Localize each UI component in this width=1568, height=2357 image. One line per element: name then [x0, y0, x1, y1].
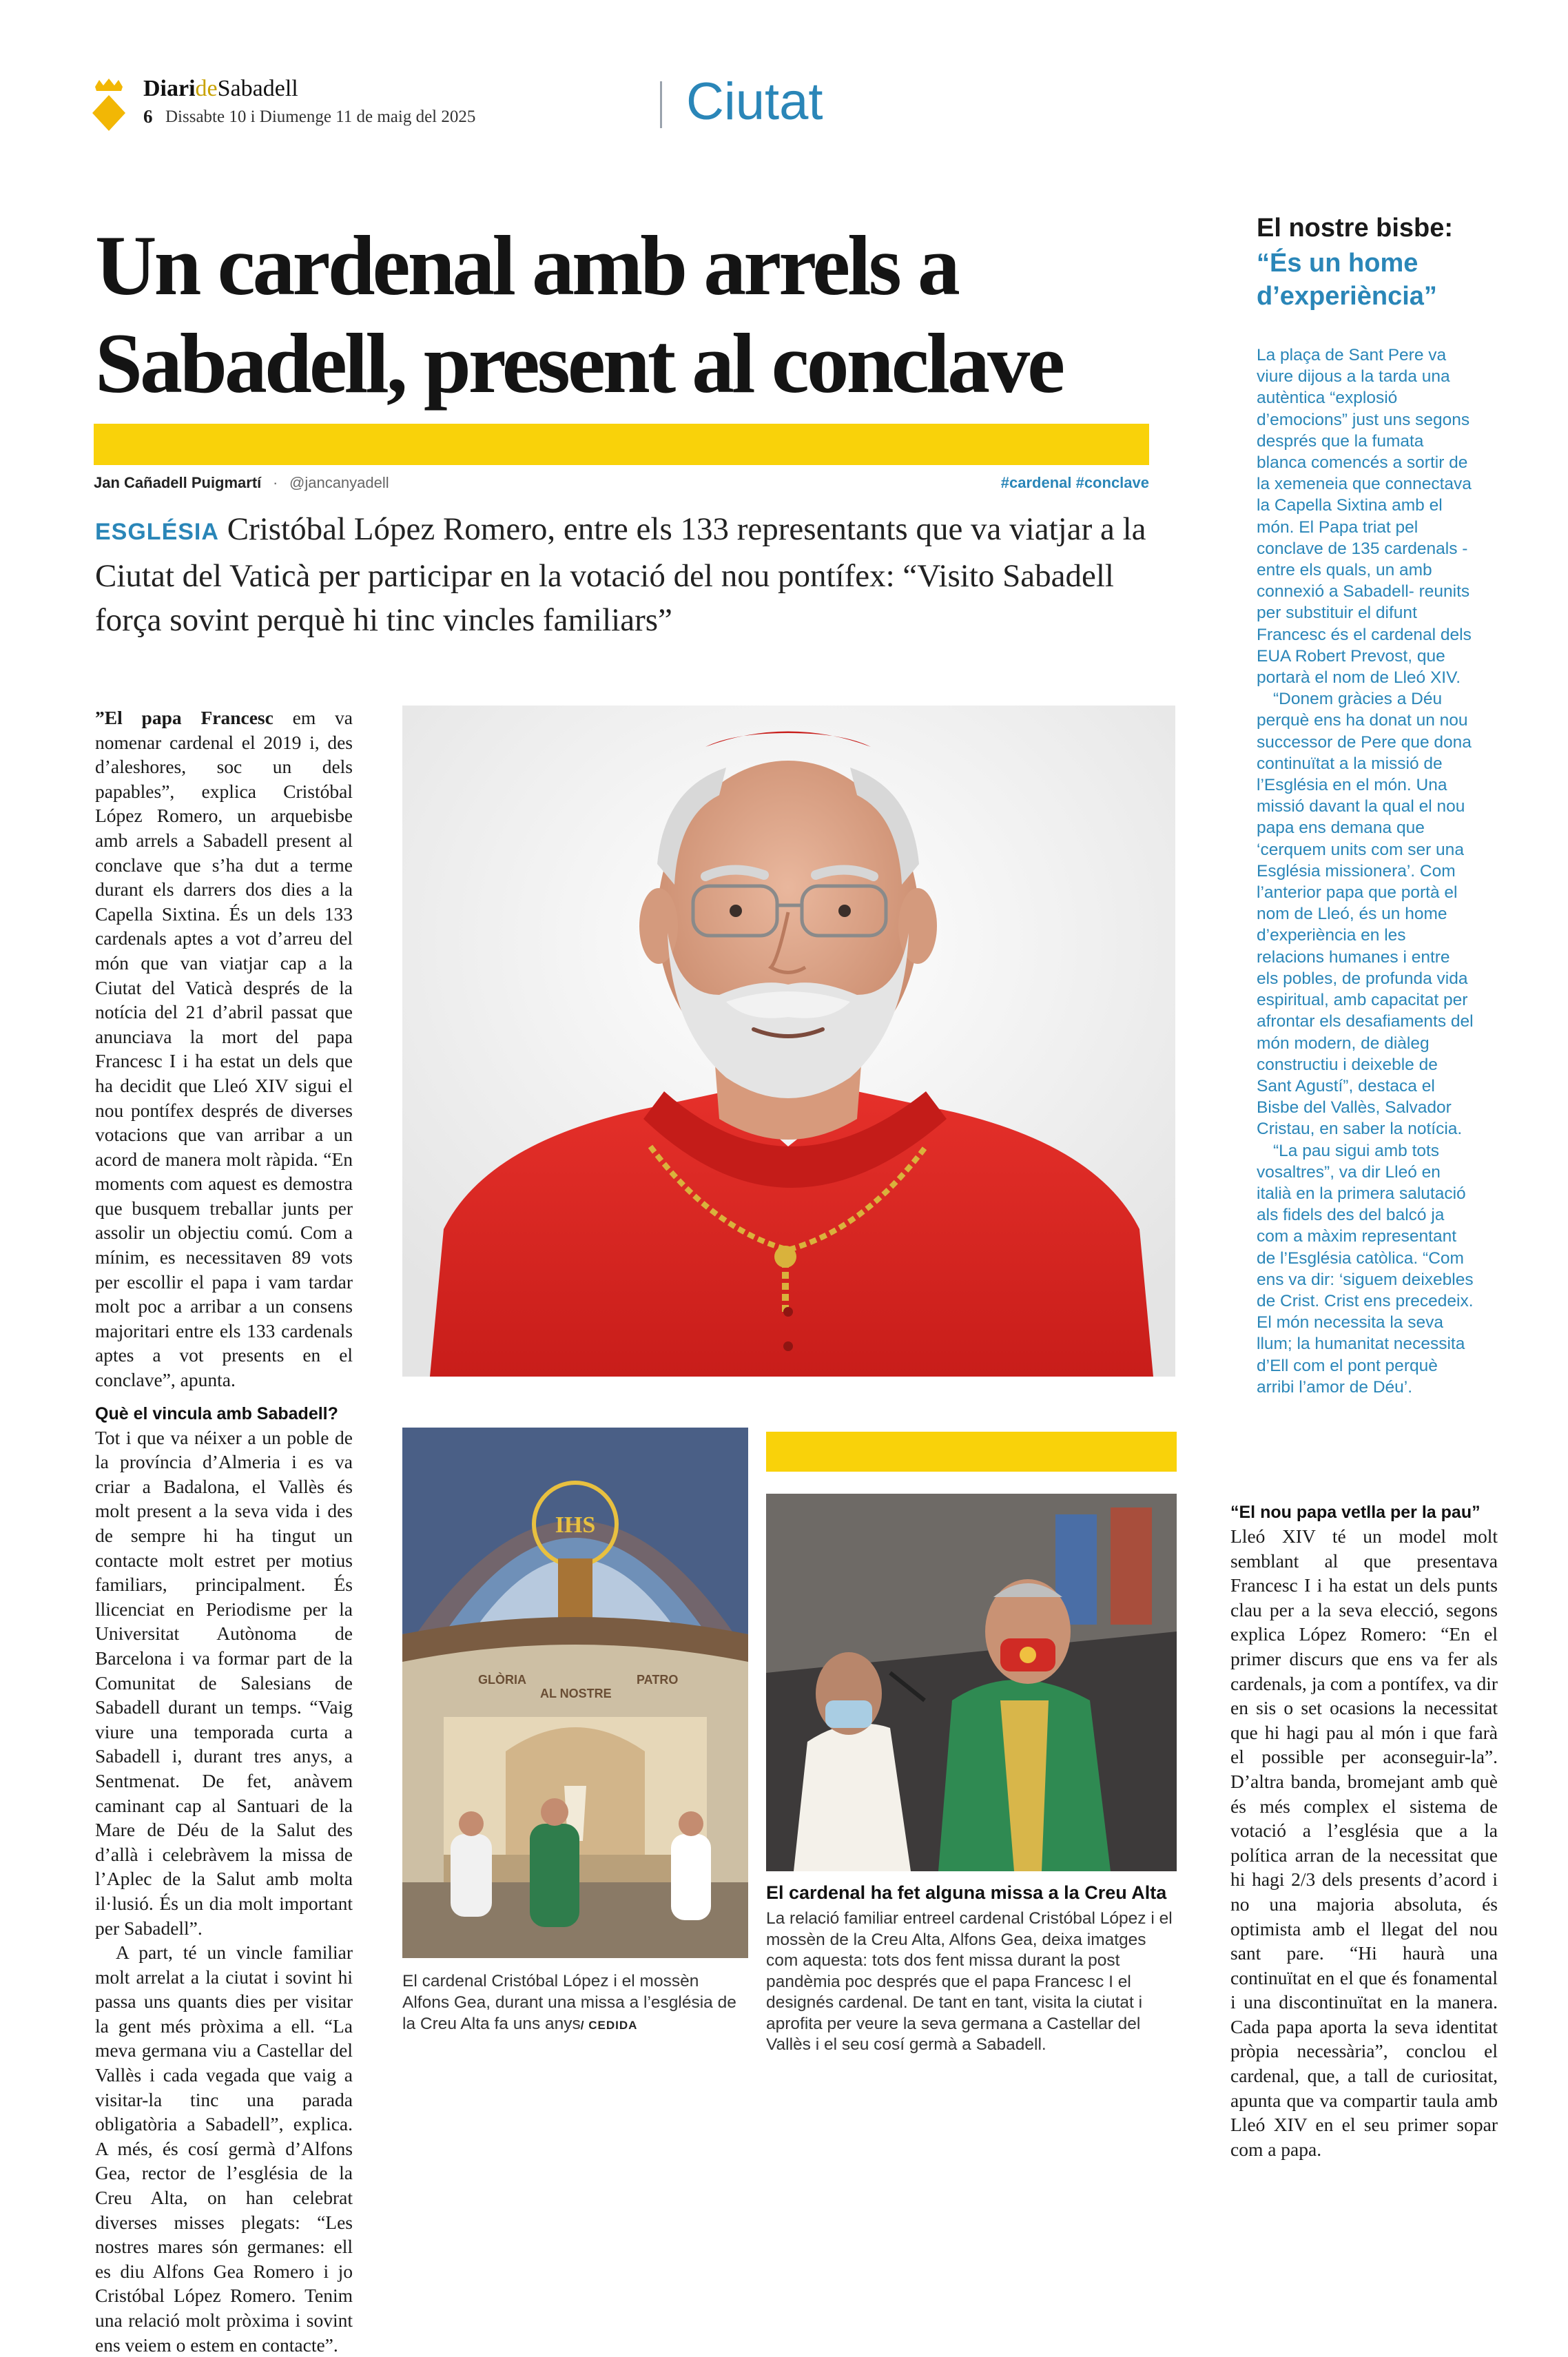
section-divider: [660, 81, 662, 128]
dome-monogram: IHS: [555, 1512, 596, 1538]
article-headline: Un cardenal amb arrels a Sabadell, present al conclave: [95, 218, 1063, 411]
lede-text: Cristóbal López Romero, entre els 133 representants que va viatjar a la Ciutat del Vaticà per participar en la votació del nou pontífex: “Visito Sabadell força sovint perquè hi tinc vincles familiars”: [95, 511, 1146, 638]
photo-credit: / CEDIDA: [580, 2019, 638, 2032]
byline-separator: ·: [273, 474, 278, 491]
mass-photo-caption: La relació familiar entreel cardenal Cristóbal López i el mossèn de la Creu Alta, Alfons Gea, deixa imatges com aquesta: tots dos fent missa durant la post pandèmia poc després que el papa Francesc I el designés cardenal. De tant en tant, visita la ciutat i aprofita per veure la seva germana a Castellar del Vallès i el seu cosí germà a Sabadell.: [766, 1909, 1173, 2054]
page-number: 6: [143, 106, 153, 127]
body-lead-in: ”El papa Francesc: [95, 707, 274, 728]
author-handle[interactable]: @jancanyadell: [289, 474, 389, 491]
church-interior-photo: [402, 1428, 748, 1958]
body-paragraph: Tot i que va néixer a un poble de la província d’Almeria i es va criar a Badalona, el Vallès és molt present a la seva vida i des de sempre hi ha tingut un contacte molt estret per motius familiars, principalment. És llicenciat en Periodisme per la Universitat Autònoma de Barcelona i va formar part de la Comunitat de Salesians de Sabadell durant un temps. “Vaig viure una temporada curta a Sabadell i, durant tres anys, a Sentmenat. De fet, anàvem caminant cap al Santuari de la Mare de Déu de la Salut des d’allà i celebràvem la missa de l’Aplec de la Salut amb molta il·lusió. És un dia molt important per Sabadell”.: [95, 1426, 353, 1939]
sidebar-paragraph: “Donem gràcies a Déu perquè ens ha donat un nou successor de Pere que dona continuïtat a la missió de l’Església en el món. Una missió davant la qual el nou papa ens demana que ‘cerquem units com ser una Església missionera’. Com l’anterior papa que portà el nom de Lleó, és un home d’experiència en les relacions humanes i entre els pobles, de profunda vida espiritual, amb capacitat per afrontar els desafiaments del món modern, de diàleg constructiu i deixeble de Sant Agustí”, destaca el Bisbe del Vallès, Salvador Cristau, en saber la notícia.: [1257, 690, 1474, 1139]
sidebar-paragraph: “La pau sigui amb tots vosaltres”, va dir Lleó en italià en la primera salutació als fidels des del balcó ja com a màxim representant de l’Església catòlica. “Com ens va dir: ‘siguem deixebles de Crist. Crist ens precedeix. El món necessita la seva llum; la humanitat necessita d’Ell com el pont perquè arribi l’amor de Déu’.: [1257, 1141, 1474, 1397]
sidebar-heading: El nostre bisbe:: [1257, 214, 1454, 243]
body-paragraph: em va nomenar cardenal el 2019 i, des d’aleshores, soc un dels papables”, explica Cristóbal López Romero, un arquebisbe amb arrels a Sabadell present al conclave que s’ha dut a terme durant els darrers dos dies a la Capella Sixtina. És un dels 133 cardenals aptes a vot d’arreu del món que van viatjar cap a la Ciutat del Vaticà després de la notícia del 21 d’abril passat que anunciava la mort del papa Francesc I i ha estat un dels que ha decidit que Lleó XIV sigui el nou pontífex després de diverses votacions que van arribar a un acord de manera molt ràpida. “En moments com aquest es demostra que busquem treballar junts per assolir un objectiu comú. Com a mínim, es necessitaven 89 vots per escollir el papa i vam tardar molt poc a arribar a un consens majoritari entre els 133 cardenals aptes a vot presents en el conclave”, apunta.: [95, 707, 353, 1391]
mass-photo-title: El cardenal ha fet alguna missa a la Creu Alta: [766, 1882, 1167, 1903]
sidebar-quote-heading: “És un home d’experiència”: [1257, 249, 1437, 311]
mass-photo: [766, 1494, 1177, 1871]
photo-highlight-bar: [766, 1432, 1177, 1472]
church-interior-illustration: [402, 1428, 748, 1958]
sidebar-body: [1257, 344, 1476, 1398]
banner-text-1: GLÒRIA: [478, 1673, 526, 1687]
body-paragraph: Lleó XIV té un model molt semblant al que presentava Francesc I i ha estat un dels punts clau per a la seva elecció, segons explica López Romero: “En el primer discurs que ens va fer als cardenals, ja com a pontífex, va dir en sis o set ocasions la necessitat que hi hagi pau al món i que farà el possible per aconseguir-la”. D’altra banda, bromejant amb què és més complex el sistema de votació a l’església que a la política arran de la necessitat que hi hagi 2/3 dels presents d’acord i no una majoria absoluta, és optimista amb el llegat del nou sant pare. “Hi haurà una continuïtat en el que és fonamental i una discontinuïtat en la manera. Cada papa aporta la seva identitat pròpia necessària”, conclou el cardenal, que, a tall de curiositat, apunta que va compartir taula amb Lleó XIV en el seu primer sopar com a papa.: [1230, 1525, 1498, 2160]
church-photo-caption: El cardenal Cristóbal López i el mossèn Alfons Gea, durant una missa a l’església de la Creu Alta fa uns anys/ CEDIDA: [402, 1972, 736, 2033]
section-title: Ciutat: [686, 72, 823, 131]
mass-illustration: [766, 1494, 1177, 1871]
body-paragraph: A part, té un vincle familiar molt arrelat a la ciutat i sovint hi passa uns quants dies per visitar la gent més pròxima a ell. “La meva germana viu a Castellar del Vallès i cada vegada que vaig a visitar-la tinc una parada obligatòria a Sabadell”, explica. A més, és cosí germà d’Alfons Gea, rector de l’església de la Creu Alta, on han celebrat diverses misses plegats: “Les nostres mares són germanes: ell es diu Alfons Gea Romero i jo Cristóbal López Romero. Tenim una relació molt pròxima i sovint ens veiem o estem en contacte”.: [95, 1942, 353, 2356]
author-name: Jan Cañadell Puigmartí: [94, 474, 262, 491]
publication-name: DiarideSabadell: [143, 76, 298, 101]
cardinal-portrait-photo: [402, 706, 1175, 1377]
issue-date: Dissabte 10 i Diumenge 11 de maig del 2025: [165, 107, 476, 126]
body-subhead: Què el vincula amb Sabadell?: [95, 1403, 338, 1423]
article-lede: [95, 507, 1149, 642]
body-column-right: [1230, 1501, 1498, 2161]
banner-text-3: PATRO: [637, 1673, 679, 1687]
cardinal-portrait-illustration: [402, 706, 1175, 1377]
crest-logo-icon: [90, 77, 128, 132]
headline-highlight-bar: [94, 424, 1149, 465]
body-column-left: [95, 706, 353, 2357]
banner-text-2: AL NOSTRE: [540, 1687, 612, 1700]
article-hashtags[interactable]: #cardenal #conclave: [1000, 474, 1149, 491]
body-subhead: “El nou papa vetlla per la pau”: [1230, 1503, 1481, 1522]
sidebar-paragraph: La plaça de Sant Pere va viure dijous a la tarda una autèntica “explosió d’emocions” just uns segons després que la fumata blanca comencés a sortir de la xemeneia que connectava la Capella Sixtina amb el món. El Papa triat pel conclave de 135 cardenals -entre els quals, un amb connexió a Sabadell- reunits per substituir el difunt Francesc és el cardenal dels EUA Robert Prevost, que portarà el nom de Lleó XIV.: [1257, 346, 1472, 688]
lede-category-tag: ESGLÉSIA: [95, 519, 219, 545]
